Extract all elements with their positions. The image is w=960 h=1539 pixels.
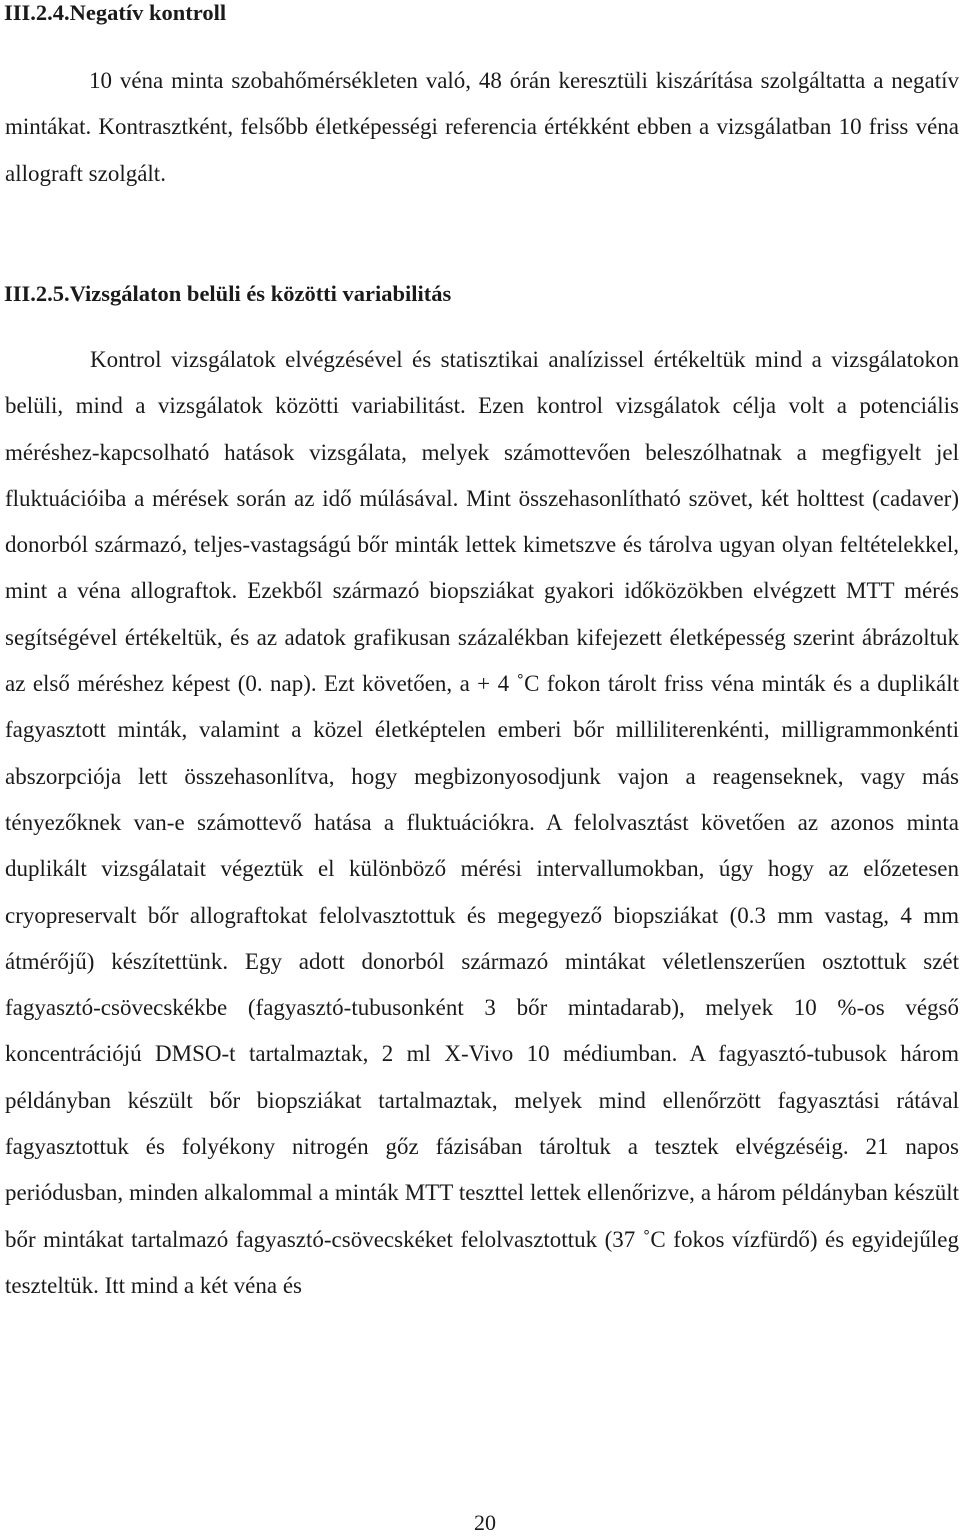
- page-number: 20: [474, 1510, 496, 1535]
- section-heading-variability: III.2.5.Vizsgálaton belüli és közötti variabilitás: [4, 281, 452, 306]
- section-heading-negative-control: III.2.4.Negatív kontroll: [4, 0, 227, 25]
- paragraph-negative-control: 10 véna minta szobahőmérsékleten való, 48 órán keresztüli kiszárítása szolgáltatta a negatív mintákat. Kontrasztként, felsőbb életképességi referencia értékként ebben a vizsgálatban 10 friss véna allograft szolgált.: [5, 68, 959, 186]
- paragraph-variability: Kontrol vizsgálatok elvégzésével és statisztikai analízissel értékeltük mind a vizsgálatokon belüli, mind a vizsgálatok közötti variabilitást. Ezen kontrol vizsgálatok célja volt a potenciális méréshez-kapcsolható hatások vizsgálata, melyek számottevően beleszólhatnak a megfigyelt jel fluktuációiba a mérések során az idő múlásával. Mint összehasonlítható szövet, két holttest (cadaver) donorból származó, teljes-vastagságú bőr minták lettek kimetszve és tárolva ugyan olyan feltételekkel, mint a véna allograftok. Ezekből származó biopsziákat gyakori időközökben elvégzett MTT mérés segítségével értékeltük, és az adatok grafikusan százalékban kifejezett életképesség szerint ábrázoltuk az első méréshez képest (0. nap). Ezt követően, a + 4 ˚C fokon tárolt friss véna minták és a duplikált fagyasztott minták, valamint a közel életképtelen emberi bőr milliliterenkénti, milligrammonkénti abszorpciója lett összehasonlítva, hogy megbizonyosodjunk vajon a reagenseknek, vagy más tényezőknek van-e számottevő hatása a fluktuációkra. A felolvasztást követően az azonos minta duplikált vizsgálatait végeztük el különböző mérési intervallumokban, úgy hogy az előzetesen cryopreservalt bőr allograftokat felolvasztottuk és megegyező biopsziákat (0.3 mm vastag, 4 mm átmérőjű) készítettünk. Egy adott donorból származó mintákat véletlenszerűen osztottuk szét fagyasztó-csövecskékbe (fagyasztó-tubusonként 3 bőr mintadarab), melyek 10 %-os végső koncentrációjú DMSO-t tartalmaztak, 2 ml X-Vivo 10 médiumban. A fagyasztó-tubusok három példányban készült bőr biopsziákat tartalmaztak, melyek mind ellenőrzött fagyasztási rátával fagyasztottuk és folyékony nitrogén gőz fázisában tároltuk a tesztek elvégzéséig. 21 napos periódusban, minden alkalommal a minták MTT teszttel lettek ellenőrizve, a három példányban készült bőr mintákat tartalmazó fagyasztó-csövecskéket felolvasztottuk (37 ˚C fokos vízfürdő) és egyidejűleg teszteltük. Itt mind a két véna és: [5, 347, 959, 1298]
